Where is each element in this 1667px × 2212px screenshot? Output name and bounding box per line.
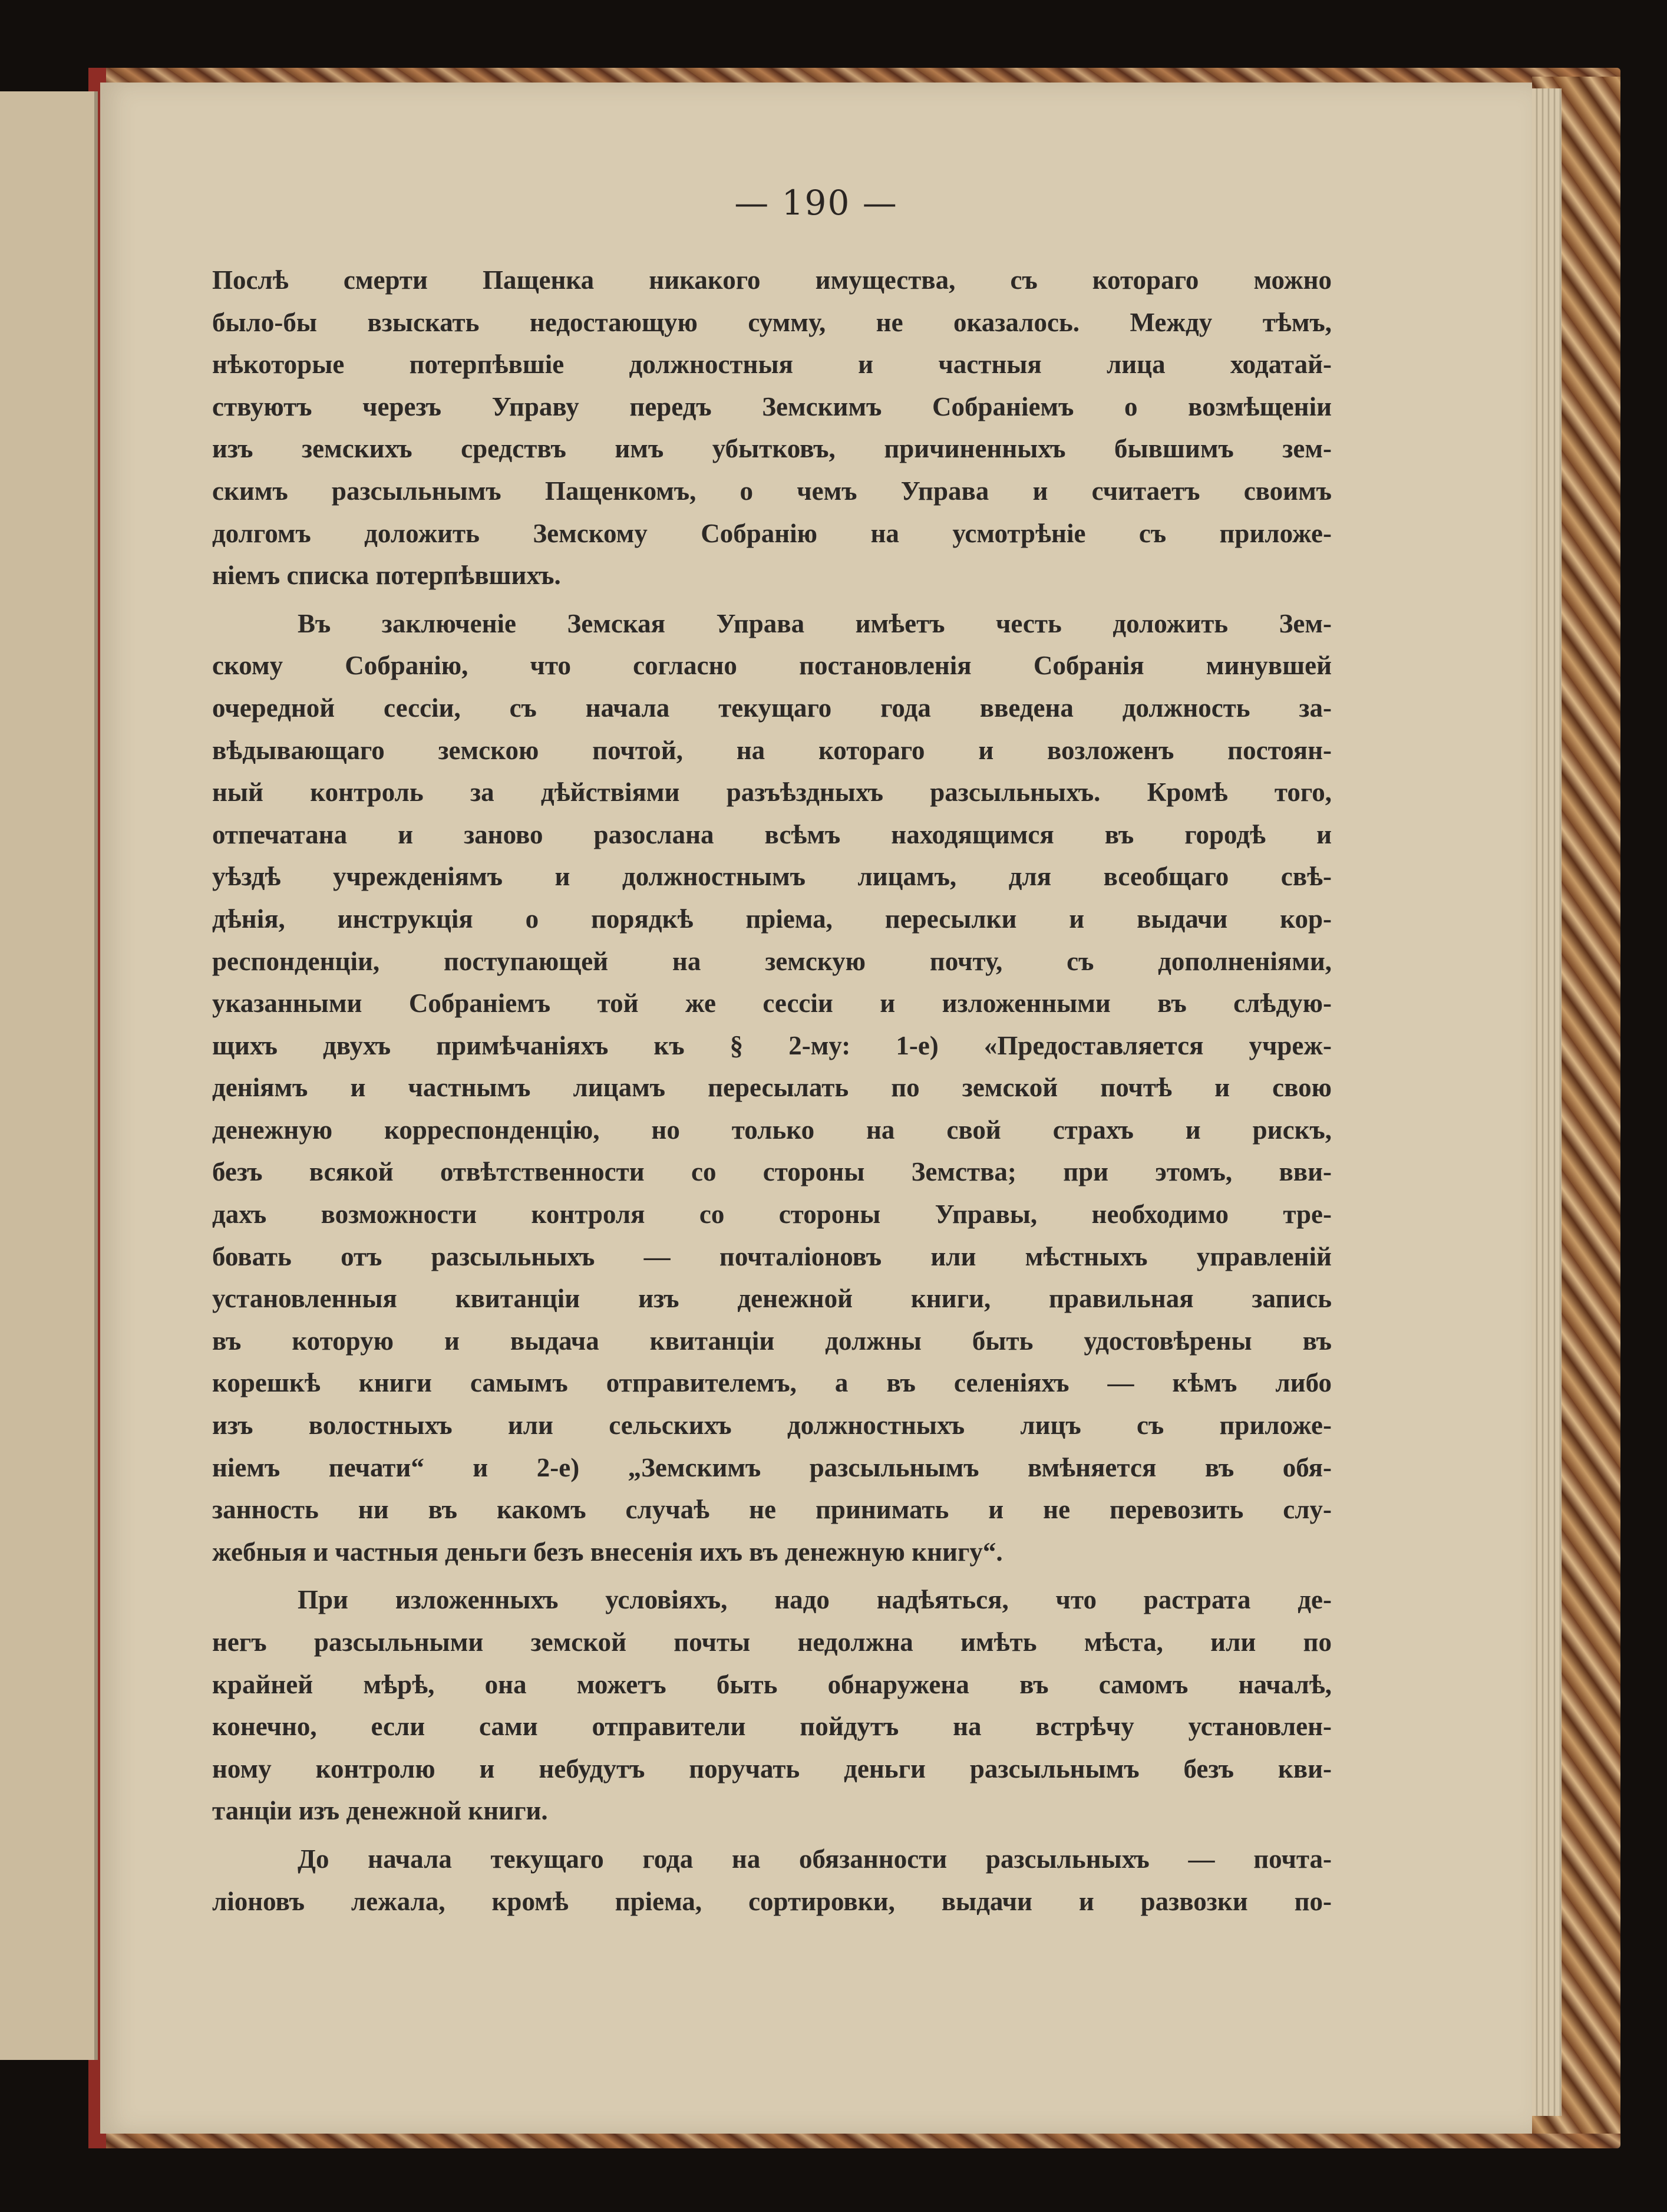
text-line: ніемъ печати“ и 2-е) „Земскимъ разсыльнымъ вмѣняется въ обя- bbox=[212, 1452, 1332, 1482]
text-line: изъ волостныхъ или сельскихъ должностныхъ лицъ съ приложе- bbox=[212, 1410, 1332, 1440]
text-line: изъ земскихъ средствъ имъ убытковъ, причиненныхъ бывшимъ зем- bbox=[212, 434, 1332, 464]
text-line: вѣдывающаго земскою почтой, на котораго и возложенъ постоян- bbox=[212, 735, 1332, 765]
text-line: дахъ возможности контроля со стороны Управы, необходимо тре- bbox=[212, 1199, 1332, 1229]
text-line: скому Собранію, что согласно постановленія Собранія минувшей bbox=[212, 651, 1332, 681]
text-line: установленныя квитанціи изъ денежной книги, правильная запись bbox=[212, 1284, 1332, 1314]
text-line: ный контроль за дѣйствіями разъѣздныхъ разсыльныхъ. Кромѣ того, bbox=[212, 777, 1332, 807]
text-line: скимъ разсыльнымъ Пащенкомъ, о чемъ Управа и считаетъ своимъ bbox=[212, 476, 1332, 506]
text-line: долгомъ доложить Земскому Собранію на усмотрѣніе съ приложе- bbox=[212, 518, 1332, 548]
text-line: денежную корреспонденцію, но только на свой страхъ и рискъ, bbox=[212, 1115, 1332, 1145]
paragraph bbox=[212, 1838, 1332, 1923]
text-line: конечно, если сами отправители пойдутъ на встрѣчу установлен- bbox=[212, 1712, 1332, 1742]
text-line: щихъ двухъ примѣчаніяхъ къ § 2-му: 1-е) «Предоставляется учреж- bbox=[212, 1030, 1332, 1060]
text-line: уѣздѣ учрежденіямъ и должностнымъ лицамъ, для всеобщаго свѣ- bbox=[212, 862, 1332, 892]
text-line: жебныя и частныя деньги безъ внесенія ихъ въ денежную книгу“. bbox=[212, 1537, 1003, 1567]
text-line: Въ заключеніе Земская Управа имѣетъ честь доложить Зем- bbox=[298, 608, 1332, 638]
text-line: танціи изъ денежной книги. bbox=[212, 1796, 548, 1826]
text-line: корешкѣ книги самымъ отправителемъ, а въ селеніяхъ — кѣмъ либо bbox=[212, 1368, 1332, 1398]
text-line: респонденціи, поступающей на земскую почту, съ дополненіями, bbox=[212, 946, 1332, 976]
text-line: очередной сессіи, съ начала текущаго года введена должность за- bbox=[212, 693, 1332, 723]
text-line: До начала текущаго года на обязанности разсыльныхъ — почта- bbox=[298, 1844, 1332, 1874]
text-line: въ которую и выдача квитанціи должны быть удостовѣрены въ bbox=[212, 1326, 1332, 1356]
paragraph bbox=[212, 259, 1332, 597]
text-line: ніемъ списка потерпѣвшихъ. bbox=[212, 561, 561, 591]
facing-page bbox=[0, 91, 98, 2060]
text-line: ліоновъ лежала, кромѣ пріема, сортировки, выдачи и развозки по- bbox=[212, 1886, 1332, 1916]
text-line: было-бы взыскать недостающую сумму, не оказалось. Между тѣмъ, bbox=[212, 307, 1332, 337]
paragraph bbox=[212, 603, 1332, 1574]
text-line: При изложенныхъ условіяхъ, надо надѣяться, что растрата де- bbox=[298, 1585, 1332, 1615]
text-line: отпечатана и заново разослана всѣмъ находящимся въ городѣ и bbox=[212, 819, 1332, 849]
text-line: негъ разсыльными земской почты недолжна имѣть мѣста, или по bbox=[212, 1627, 1332, 1657]
text-line: занность ни въ какомъ случаѣ не принимать и не перевозить слу- bbox=[212, 1495, 1332, 1525]
text-line: нѣкоторые потерпѣвшіе должностныя и частныя лица ходатай- bbox=[212, 350, 1332, 380]
text-line: указанными Собраніемъ той же сессіи и изложенными въ слѣдую- bbox=[212, 988, 1332, 1018]
text-line: деніямъ и частнымъ лицамъ пересылать по земской почтѣ и свою bbox=[212, 1073, 1332, 1103]
book-page bbox=[100, 83, 1532, 2134]
text-line: ствуютъ черезъ Управу передъ Земскимъ Собраніемъ о возмѣщеніи bbox=[212, 391, 1332, 421]
text-line: безъ всякой отвѣтственности со стороны Земства; при этомъ, вви- bbox=[212, 1157, 1332, 1187]
page-number: — 190 — bbox=[734, 183, 898, 223]
text-line: дѣнія, инструкція о порядкѣ пріема, пересылки и выдачи кор- bbox=[212, 904, 1332, 934]
text-line: ному контролю и небудутъ поручать деньги разсыльнымъ безъ кви- bbox=[212, 1753, 1332, 1784]
text-line: бовать отъ разсыльныхъ — почталіоновъ или мѣстныхъ управленій bbox=[212, 1241, 1332, 1271]
paragraph bbox=[212, 1579, 1332, 1832]
text-line: крайней мѣрѣ, она можетъ быть обнаружена въ самомъ началѣ, bbox=[212, 1669, 1332, 1699]
page-text bbox=[212, 259, 1332, 1923]
text-line: Послѣ смерти Пащенка никакого имущества, съ котораго можно bbox=[212, 265, 1332, 295]
